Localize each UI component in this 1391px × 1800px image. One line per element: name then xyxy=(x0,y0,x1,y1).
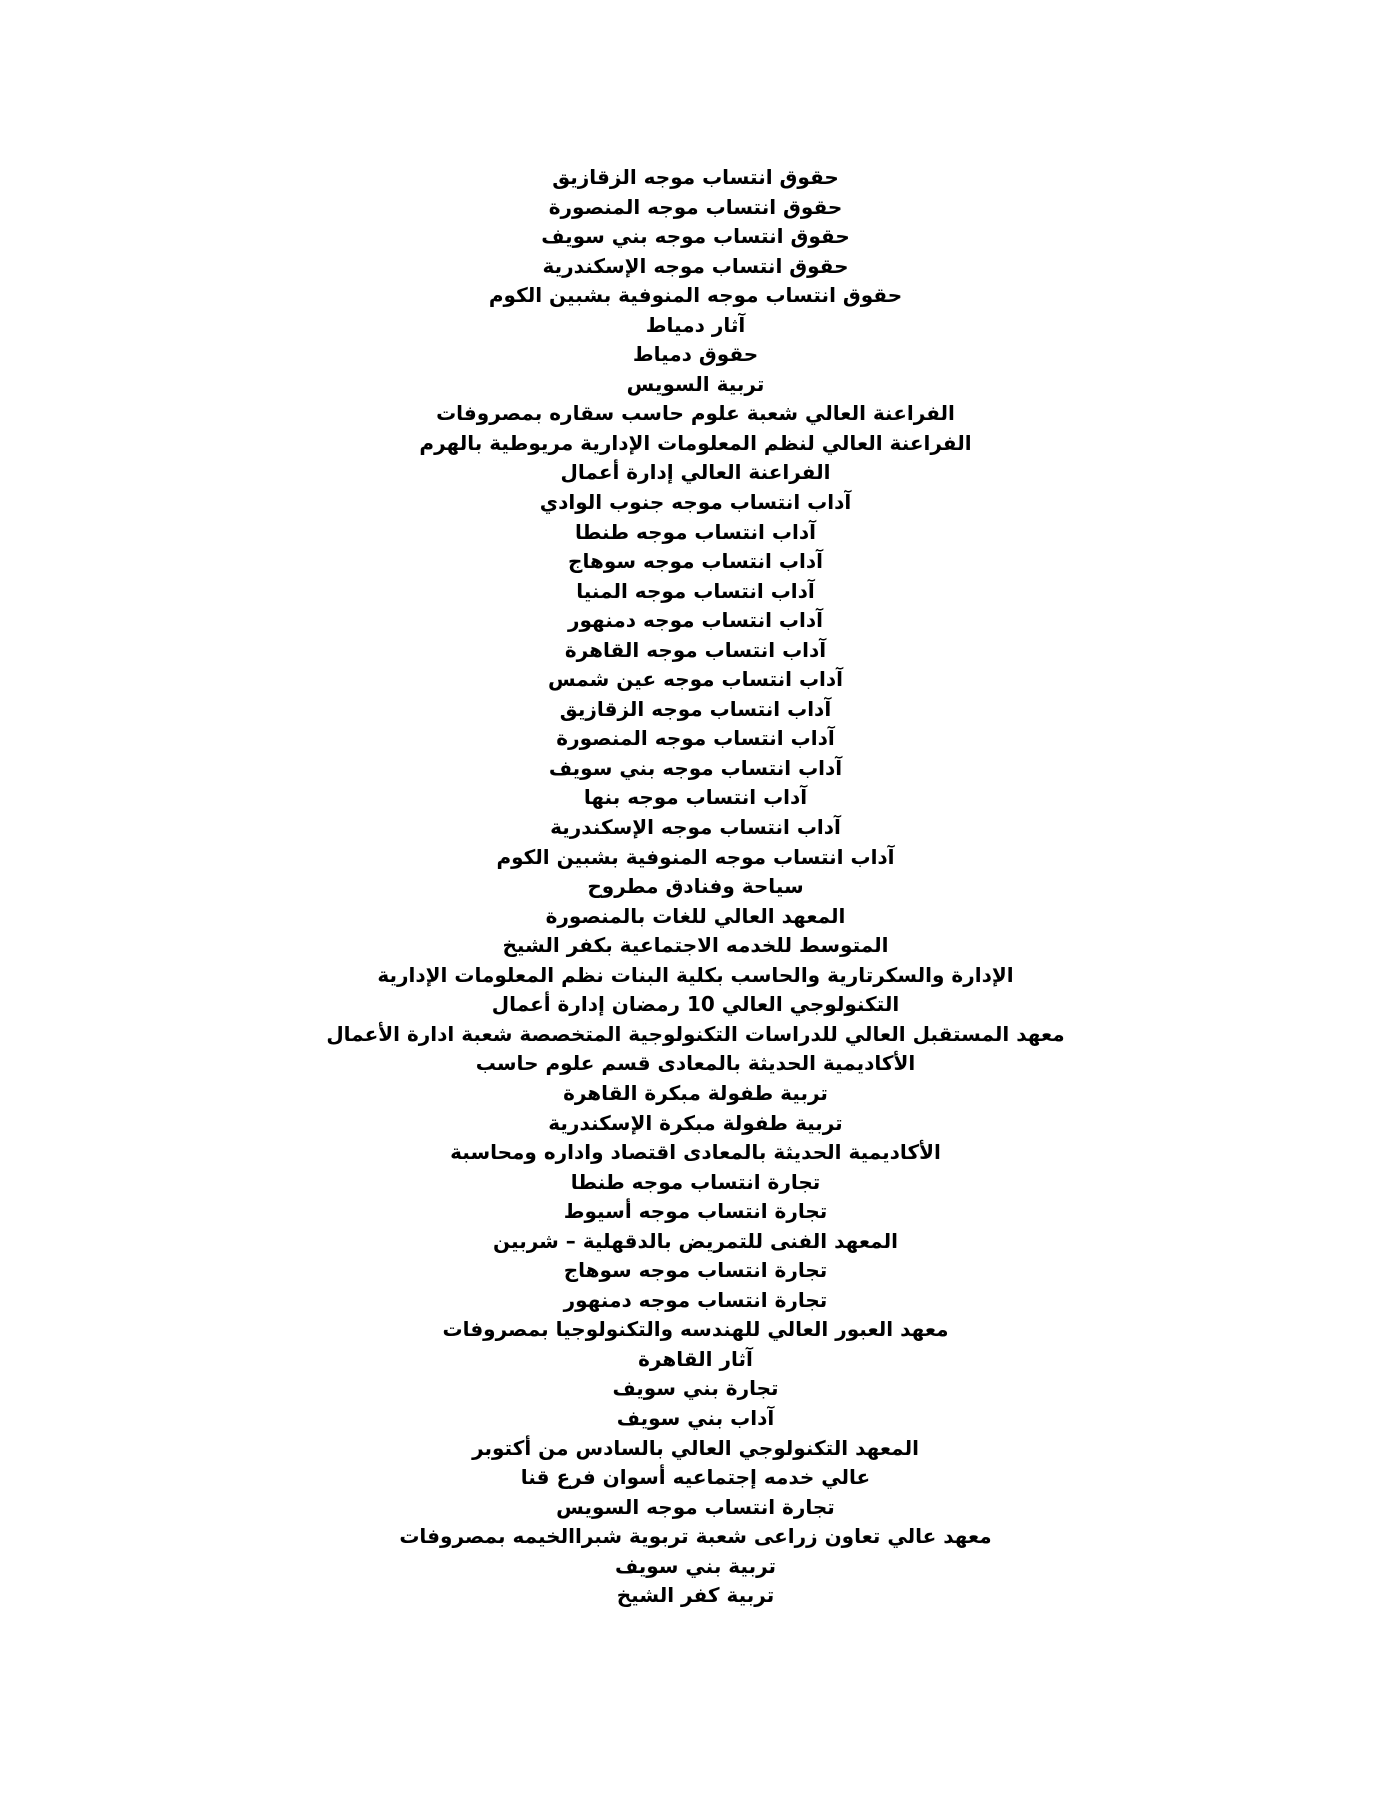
list-item: آثار دمياط xyxy=(645,312,746,337)
list-item: حقوق دمياط xyxy=(632,342,759,367)
list-item: حقوق انتساب موجه المنوفية بشبين الكوم xyxy=(488,283,903,308)
list-item: آداب انتساب موجه الزقازيق xyxy=(559,696,832,721)
list-item: سياحة وفنادق مطروح xyxy=(587,874,804,899)
list-item: آداب انتساب موجه المنوفية بشبين الكوم xyxy=(496,844,895,869)
list-item: الأكاديمية الحديثة بالمعادى قسم علوم حاسب xyxy=(475,1051,916,1076)
list-item: آداب انتساب موجه دمنهور xyxy=(568,608,823,633)
list-item: معهد العبور العالي للهندسه والتكنولوجيا بمصروفات xyxy=(442,1317,949,1342)
list-item: حقوق انتساب موجه الزقازيق xyxy=(552,165,839,189)
list-item: آداب انتساب موجه عين شمس xyxy=(547,667,844,692)
list-item: تربية طفولة مبكرة الإسكندرية xyxy=(548,1110,843,1135)
list-item: آداب انتساب موجه سوهاج xyxy=(568,549,823,574)
list-item: تربية كفر الشيخ xyxy=(616,1583,775,1608)
list-item: تجارة انتساب موجه السويس xyxy=(556,1494,835,1519)
list-item: التكنولوجي العالي 10 رمضان إدارة أعمال xyxy=(491,992,900,1017)
list-item: آداب انتساب موجه بني سويف xyxy=(548,755,843,780)
list-item: الإدارة والسكرتارية والحاسب بكلية البنات نظم المعلومات الإدارية xyxy=(377,962,1014,987)
list-item: تربية السويس xyxy=(626,371,765,396)
list-item: آثار القاهرة xyxy=(638,1346,753,1371)
list-item: تجارة انتساب موجه دمنهور xyxy=(563,1287,828,1312)
list-item: تربية بني سويف xyxy=(614,1553,777,1578)
list-item: الفراعنة العالي لنظم المعلومات الإدارية مريوطية بالهرم xyxy=(419,430,972,455)
college-list xyxy=(0,163,1391,1611)
list-item: تربية طفولة مبكرة القاهرة xyxy=(563,1080,828,1105)
list-item: تجارة بني سويف xyxy=(612,1376,779,1401)
list-item: آداب انتساب موجه بنها xyxy=(583,785,808,810)
list-item: الأكاديمية الحديثة بالمعادى اقتصاد واداره ومحاسبة xyxy=(450,1140,941,1165)
list-item: المعهد الفنى للتمريض بالدقهلية – شربين xyxy=(493,1228,898,1253)
list-item: آداب انتساب موجه المنصورة xyxy=(556,726,835,751)
list-item: آداب انتساب موجه المنيا xyxy=(576,578,815,603)
list-item: الفراعنة العالي إدارة أعمال xyxy=(560,460,831,485)
list-item: آداب انتساب موجه الإسكندرية xyxy=(550,815,841,840)
list-item: معهد عالي تعاون زراعى شعبة تربوية شبراالخيمه بمصروفات xyxy=(399,1524,992,1549)
list-item: آداب بني سويف xyxy=(616,1405,775,1430)
list-item: آداب انتساب موجه طنطا xyxy=(575,519,816,544)
list-item: آداب انتساب موجه القاهرة xyxy=(564,637,827,662)
list-item: آداب انتساب موجه جنوب الوادي xyxy=(539,490,852,515)
list-item: عالي خدمه إجتماعيه أسوان فرع قنا xyxy=(520,1465,871,1490)
list-item: المعهد التكنولوجي العالي بالسادس من أكتوبر xyxy=(472,1435,919,1460)
list-item: حقوق انتساب موجه بني سويف xyxy=(541,224,850,249)
list-item: المتوسط للخدمه الاجتماعية بكفر الشيخ xyxy=(502,933,889,958)
list-item: تجارة انتساب موجه أسيوط xyxy=(563,1199,828,1224)
list-item: حقوق انتساب موجه المنصورة xyxy=(548,194,843,219)
list-item: المعهد العالي للغات بالمنصورة xyxy=(545,903,846,928)
list-item: معهد المستقبل العالي للدراسات التكنولوجية المتخصصة شعبة ادارة الأعمال xyxy=(326,1021,1065,1046)
list-item: حقوق انتساب موجه الإسكندرية xyxy=(542,253,849,278)
list-item: تجارة انتساب موجه طنطا xyxy=(570,1169,821,1194)
list-item: الفراعنة العالي شعبة علوم حاسب سقاره بمصروفات xyxy=(436,401,955,426)
list-item: تجارة انتساب موجه سوهاج xyxy=(563,1258,828,1283)
